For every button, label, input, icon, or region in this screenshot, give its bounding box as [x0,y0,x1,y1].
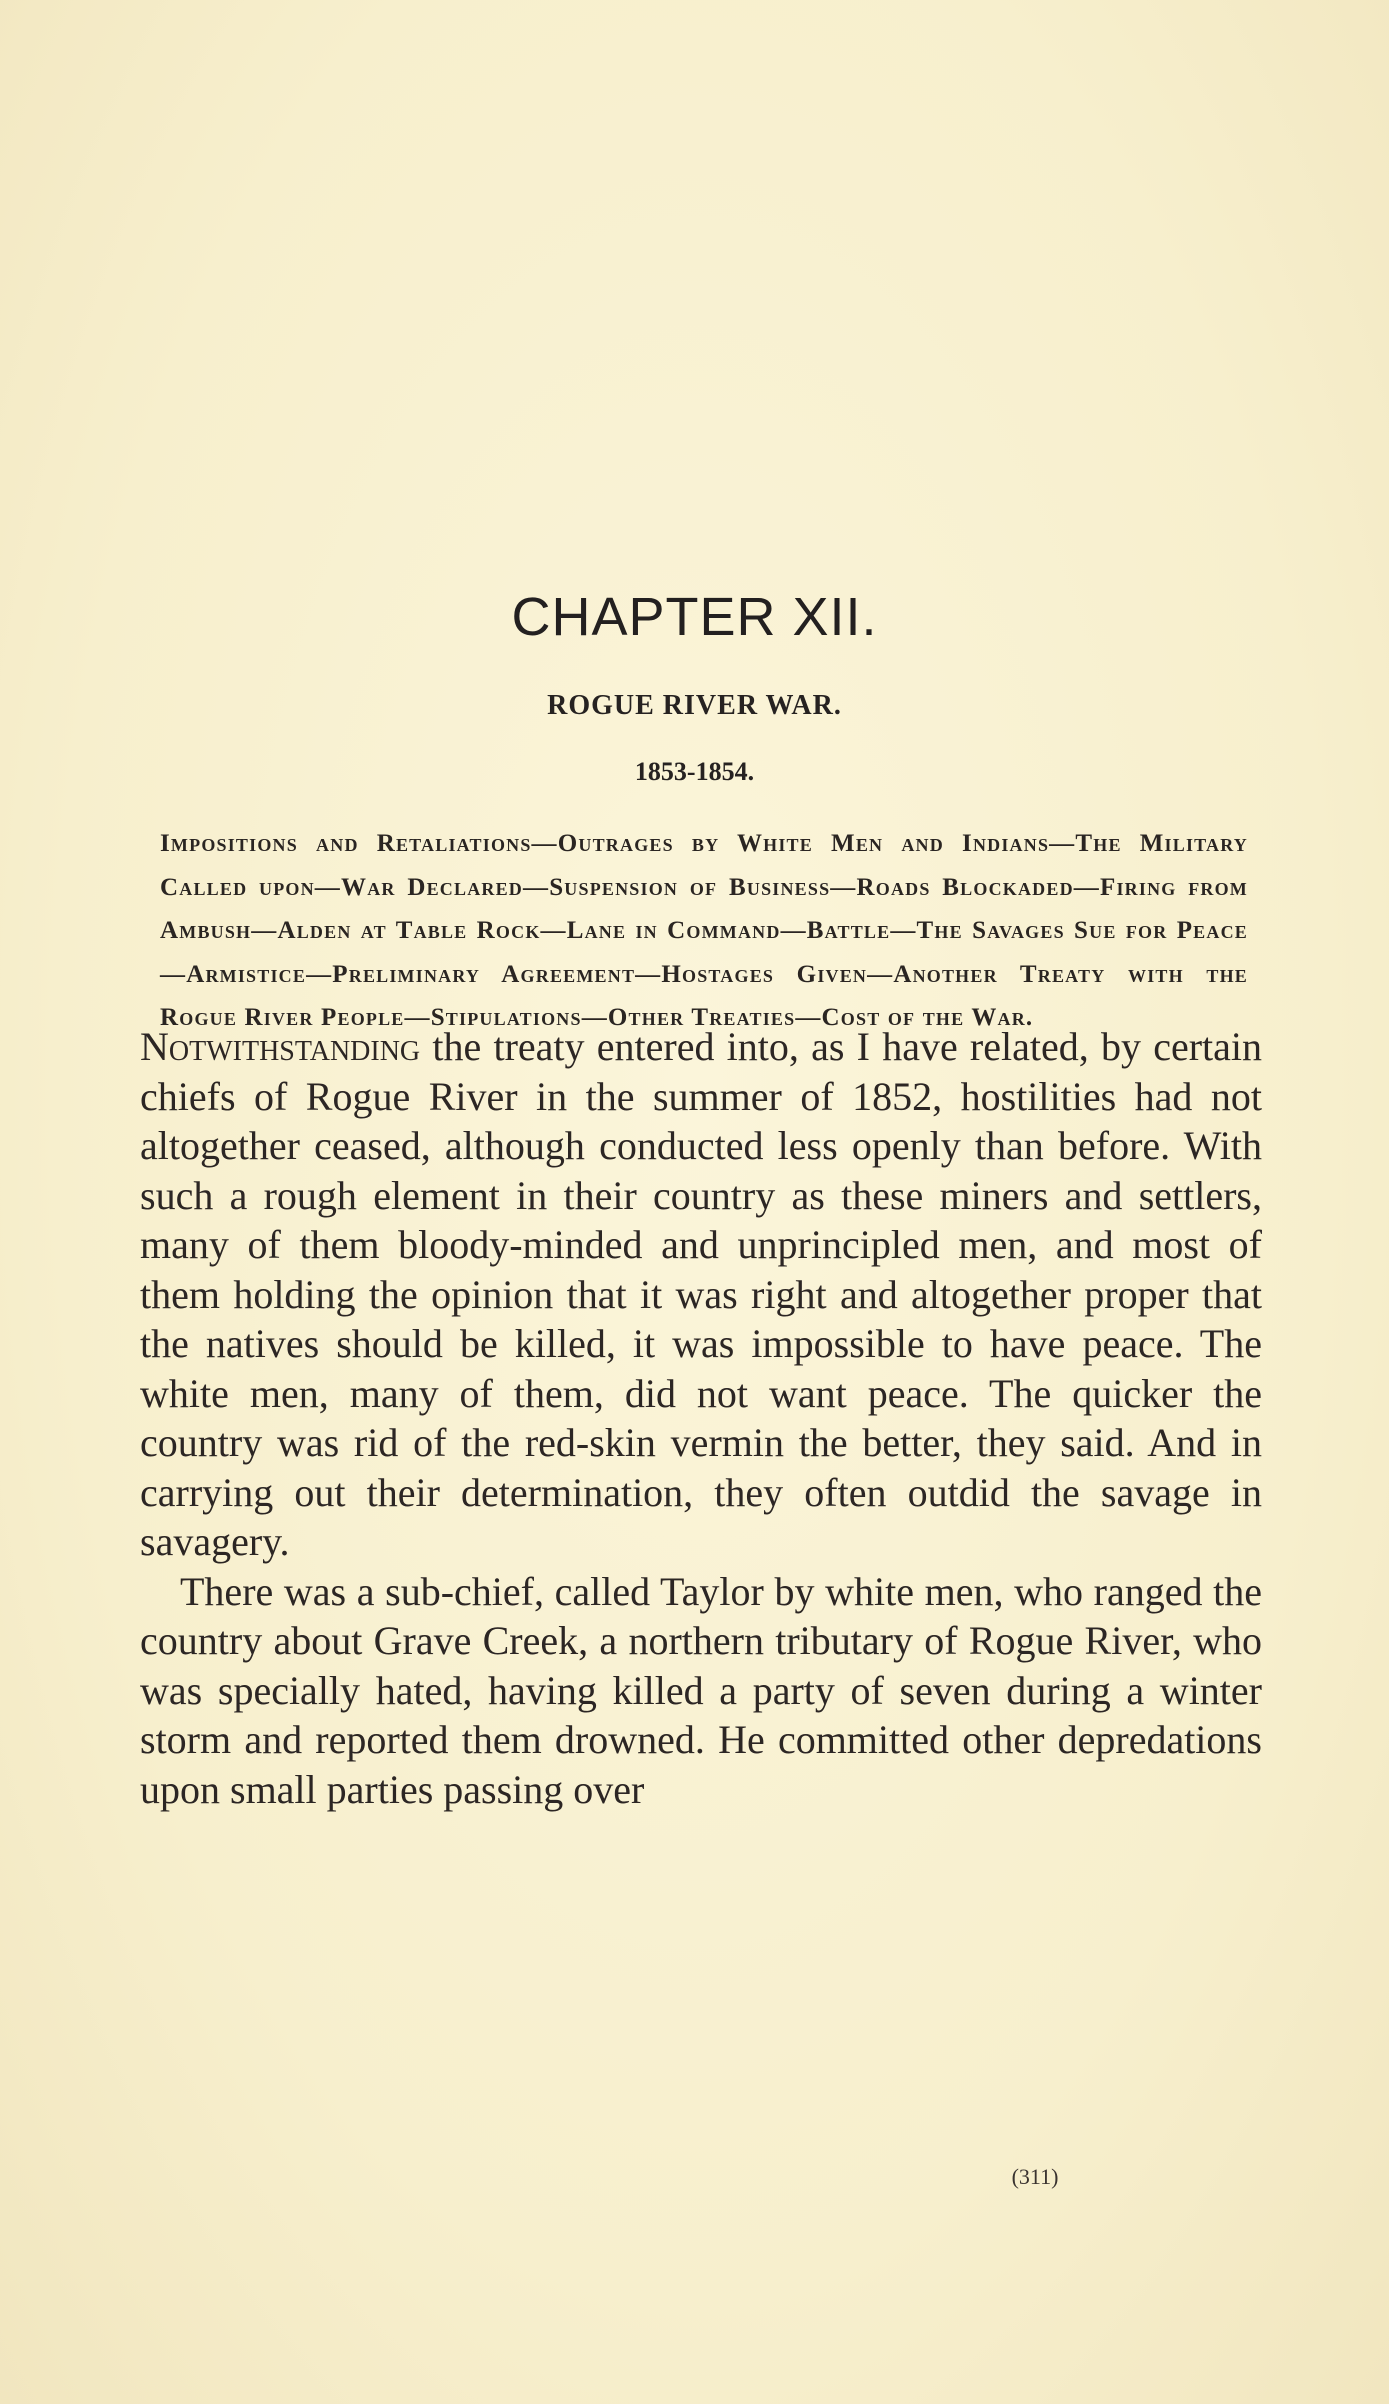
paragraph-2: There was a sub-chief, called Taylor by white men, who ranged the country about Grave Creek, a northern tributary of Rogue River, who was specially hated, having killed a party of seven during a winter storm and reported them drowned. He committed other depredations upon small parties passing over [140,1568,1262,1812]
page-number: (311) [1011,2164,1059,2189]
paragraph-1-text: the treaty entered into, as I have related, by certain chiefs of Rogue River in the summer of 1852, hostilities had not altogether ceased, although conducted less openly than before. With such a rough element in their country as these miners and settlers, many of them bloody-minded and unprincipled men, and most of them holding the opinion that it was right and altogether proper that the natives should be killed, it was impossible to have peace. The white men, many of them, did not want peace. The quicker the country was rid of the red-skin vermin the better, they said. And in carrying out their determination, they often outdid the savage in savagery. [140,1024,1262,1564]
chapter-years: 1853-1854. [634,757,755,786]
chapter-title: CHAPTER XII. [511,587,878,647]
paragraph-lead-in: Notwithstanding [140,1024,421,1069]
chapter-summary: Impositions and Retaliations—Outrages by White Men and Indians—The Military Called upon—War Declared—Suspension of Business—Roads Blockaded—Firing from Ambush—Alden at Table Rock—Lane in Command—Battle—The Savages Sue for Peace—Armistice—Preliminary Agreement—Hostages Given—Another Treaty with the Rogue River People—Stipulations—Other Treaties—Cost of the War. [160,830,1248,1031]
paragraph-1 [140,1022,1262,1567]
body-text [140,1022,1262,1814]
chapter-subtitle: ROGUE RIVER WAR. [547,690,842,721]
